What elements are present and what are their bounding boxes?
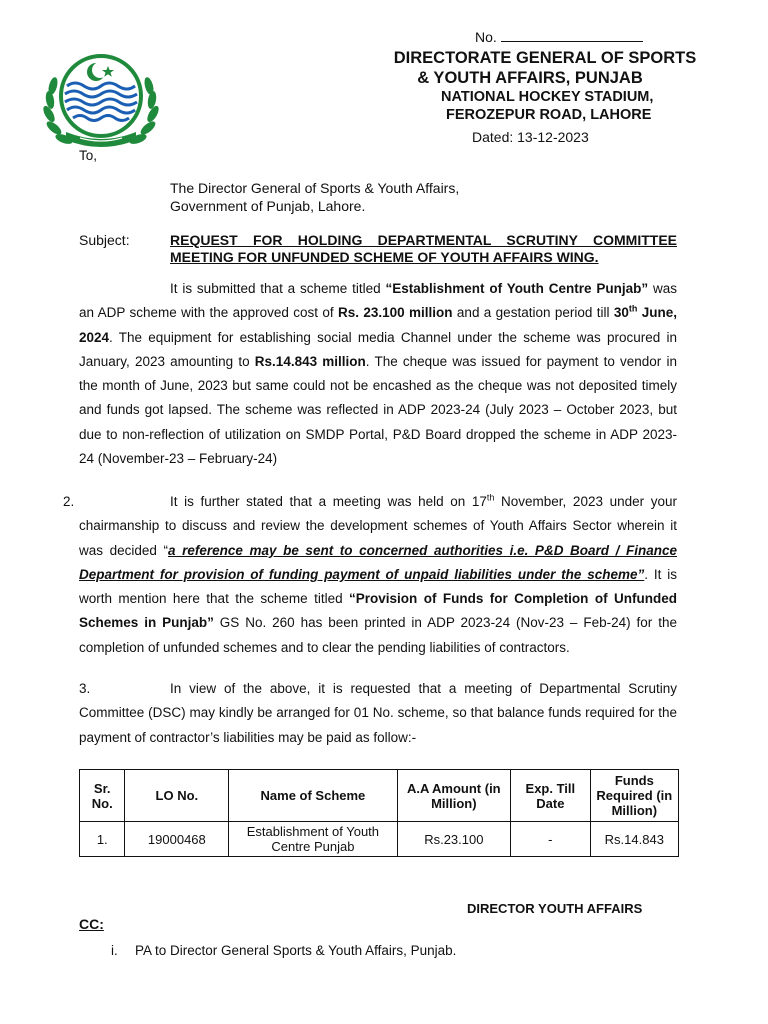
- para2-text-2: November, 2023 under your chairmanship to discuss and review the development schemes of Youth Affairs Sector wherein it was decided “: [79, 494, 677, 558]
- scheme-title-youth-centre: “Establishment of Youth Centre Punjab”: [385, 281, 649, 296]
- para1-text-1: It is submitted that a scheme titled: [170, 281, 386, 296]
- paragraph-2: [79, 490, 677, 660]
- table-cell-exp-till-date: -: [511, 822, 591, 857]
- para2-text-4: GS No. 260 has been printed in ADP 2023-24 (Nov-23 – Feb-24) for the completion of unfunded schemes and to clear the pending liabilities of contractors.: [79, 615, 677, 655]
- table-cell-lo-no: 19000468: [125, 822, 229, 857]
- recipient-line-1: The Director General of Sports & Youth Affairs,: [170, 180, 460, 196]
- subject-line-1: REQUEST FOR HOLDING DEPARTMENTAL SCRUTINY COMMITTEE: [170, 232, 677, 248]
- para1-text-4: . The equipment for establishing social media Channel under the scheme was procured in January, 2023 amounting to: [79, 329, 677, 369]
- table-cell-sr-no: 1.: [80, 822, 125, 857]
- table-header-cell: Name of Scheme: [229, 770, 397, 822]
- subject-label: Subject:: [79, 232, 130, 248]
- organization-name-line-2: & YOUTH AFFAIRS, PUNJAB: [417, 69, 643, 87]
- cc-item: PA to Director General Sports & Youth Affairs, Punjab.: [135, 943, 457, 958]
- meeting-decision-quote: a reference may be sent to concerned authorities i.e. P&D Board / Finance Department for provision of funding payment of unpaid liabilities under the scheme”: [79, 542, 677, 582]
- to-label: To,: [79, 148, 98, 163]
- para2-text-3: . It is worth mention here that the scheme titled: [79, 566, 677, 607]
- para1-text-3: and a gestation period till: [452, 305, 614, 321]
- cc-label: CC:: [79, 916, 104, 932]
- reference-number-label: No.: [475, 29, 497, 45]
- para2-date-suffix: th: [486, 492, 495, 503]
- table-row: [80, 822, 679, 857]
- reference-number: [475, 29, 643, 45]
- organization-name-line-1: DIRECTORATE GENERAL OF SPORTS: [393, 49, 697, 67]
- table-header-cell: Sr. No.: [80, 770, 125, 822]
- para1-text-5: . The cheque was issued for payment to vendor in the month of June, 2023 but same could not be encashed as the cheque was not deposited timely and funds got lapsed. The scheme was reflected in ADP 2023-24 (July 2023 – October 2023, but due to non-reflection of utilization on SMDP Portal, P&D Board dropped the scheme in ADP 2023-24 (November-23 – February-24): [79, 353, 677, 467]
- table-cell-aa-amount: Rs.23.100: [397, 822, 510, 857]
- paragraph-3-number: 3.: [79, 681, 91, 696]
- gestation-month-year: June, 2024: [79, 305, 677, 345]
- reference-number-blank: [501, 29, 643, 42]
- government-of-punjab-emblem-icon: [40, 48, 162, 152]
- signatory-designation: DIRECTOR YOUTH AFFAIRS: [467, 901, 643, 916]
- paragraph-1: [79, 277, 677, 471]
- cc-item-numeral: i.: [111, 943, 118, 958]
- approved-cost: Rs. 23.100 million: [338, 305, 453, 321]
- address-line-2: FEROZEPUR ROAD, LAHORE: [446, 107, 652, 123]
- table-cell-scheme-name: Establishment of Youth Centre Punjab: [229, 822, 397, 857]
- paragraph-2-number: 2.: [63, 494, 75, 509]
- table-cell-funds-required: Rs.14.843: [590, 822, 678, 857]
- para1-text-2: was an ADP scheme with the approved cost of: [79, 281, 677, 321]
- gestation-day: 30: [613, 305, 629, 321]
- paragraph-3: In view of the above, it is requested that a meeting of Departmental Scrutiny Committee (DSC) may kindly be arranged for 01 No. scheme, so that balance funds required for the payment of contractor’s liabilities may be paid as follow:-: [79, 681, 677, 745]
- gestation-day-suffix: th: [628, 303, 638, 314]
- procured-amount: Rs.14.843 million: [254, 353, 366, 369]
- subject-line-2: MEETING FOR UNFUNDED SCHEME OF YOUTH AFFAIRS WING.: [170, 249, 599, 265]
- table-header-cell: Exp. Till Date: [511, 770, 591, 822]
- table-header-cell: A.A Amount (in Million): [397, 770, 510, 822]
- table-header-row: [80, 770, 679, 822]
- scheme-table: [79, 769, 679, 857]
- scheme-title-unfunded: “Provision of Funds for Completion of Unfunded Schemes in Punjab”: [79, 591, 677, 631]
- address-line-1: NATIONAL HOCKEY STADIUM,: [441, 89, 654, 105]
- letter-date: Dated: 13-12-2023: [472, 129, 589, 145]
- table-header-cell: Funds Required (in Million): [590, 770, 678, 822]
- para2-text-1: It is further stated that a meeting was held on 17: [170, 494, 487, 509]
- table-header-cell: LO No.: [125, 770, 229, 822]
- recipient-line-2: Government of Punjab, Lahore.: [170, 198, 366, 214]
